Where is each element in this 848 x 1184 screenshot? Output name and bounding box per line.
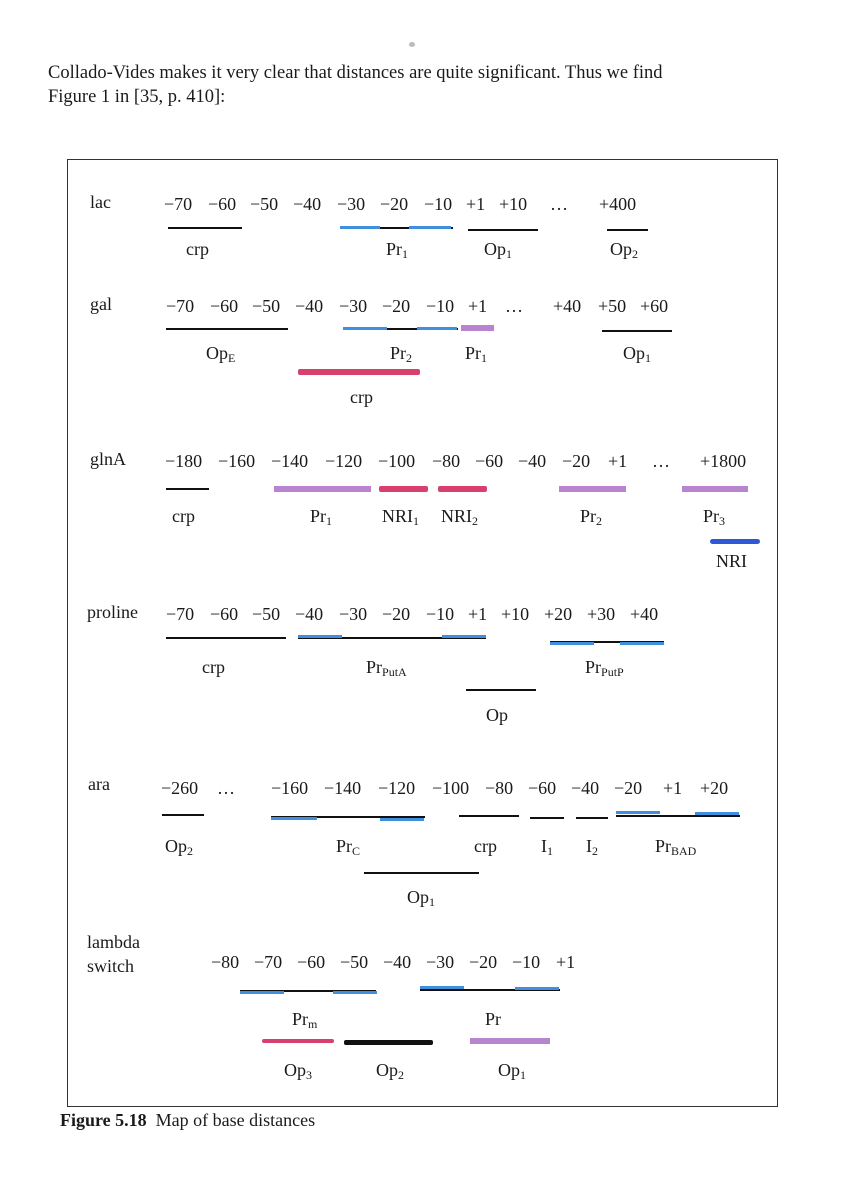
tick: −140 [324,778,362,798]
tick: −70 [166,604,195,624]
ara-label-crp: crp [474,836,497,856]
tick: −20 [380,194,409,214]
gal-pr2-box-35 [343,327,387,330]
tick: −10 [424,194,453,214]
tick: −80 [211,952,240,972]
tick: −60 [210,296,239,316]
tick: −50 [250,194,279,214]
lambda-label-pr: Pr [485,1009,502,1029]
tick: +1 [663,778,683,798]
glna-nri1-bar [379,486,428,492]
ellipsis: … [652,451,670,471]
proline-op-bar [466,689,536,691]
tick: −160 [218,451,256,471]
tick: −40 [295,604,324,624]
glna-label-nri1: $NRI_1$ [382,506,419,528]
lambda-prm-box-35 [240,991,284,994]
lambda-label-prm: $Pr_m$ [292,1009,318,1031]
lambda-label-op2: $Op_2$ [376,1060,404,1082]
lambda-pr-box-35 [420,986,464,989]
proline-prputp-box-10 [620,642,664,645]
ara-i1-bar [530,817,564,819]
ara-op1-bar [364,872,479,874]
tick: −40 [295,296,324,316]
figure-number: Figure 5.18 [60,1110,147,1130]
proline-label-crp: crp [202,657,225,677]
proline-prputp-box-35 [550,642,594,645]
tick: +1 [608,451,628,471]
gal-label-op1: $Op_1$ [623,343,651,365]
tick: −30 [339,296,368,316]
tick: −50 [252,604,281,624]
tick: −20 [382,296,411,316]
intro-line-2: Figure 1 in [35, p. 410]: [48,87,226,107]
tick: −20 [562,451,591,471]
row-label-gal: gal [90,294,112,314]
proline-label-op: Op [486,705,508,725]
tick: −50 [252,296,281,316]
tick: −80 [432,451,461,471]
ellipsis: … [505,296,523,316]
lac-op1-bar [468,229,538,231]
gal-crp-bar [298,369,420,375]
tick: +400 [599,194,637,214]
lac-op2-bar [607,229,648,231]
tick: −70 [254,952,283,972]
gal-label-pr2: $Pr_2$ [390,343,413,365]
ara-prbad-bar [616,815,740,817]
glna-nri2-bar [438,486,487,492]
lac-pr1-box-35 [340,226,380,229]
tick: −20 [382,604,411,624]
tick: +60 [640,296,669,316]
tick: +20 [700,778,729,798]
ara-prc-box-10 [380,818,424,821]
lambda-label-op1: $Op_1$ [498,1060,526,1082]
tick: −50 [340,952,369,972]
tick: −40 [383,952,412,972]
ara-prc-box-35 [271,817,317,820]
intro-line-1: Collado-Vides makes it very clear that distances are quite significant. Thus we find [48,63,663,83]
glna-label-pr2: $Pr_2$ [580,506,603,528]
tick: +40 [553,296,582,316]
ara-crp-bar [459,815,519,817]
tick: −60 [297,952,326,972]
tick: +1 [468,296,488,316]
tick: −70 [166,296,195,316]
gal-pr1-bar [461,325,494,331]
tick: −40 [571,778,600,798]
glna-label-pr1: $Pr_1$ [310,506,333,528]
ara-label-prc: $Pr_C$ [336,836,361,858]
tick: −100 [432,778,470,798]
tick: −180 [165,451,203,471]
proline-prputa-box-35 [298,635,342,638]
tick: +1 [556,952,576,972]
tick: +20 [544,604,573,624]
gal-op1-bar [602,330,672,332]
tick: −100 [378,451,416,471]
lac-label-op2: $Op_2$ [610,239,638,261]
tick: +1800 [700,451,747,471]
ara-label-i1: $I_1$ [541,836,553,858]
tick: −10 [512,952,541,972]
lac-crp-bar [168,227,242,229]
tick: −40 [293,194,322,214]
tick: +1 [468,604,488,624]
tick: −160 [271,778,309,798]
tick: −80 [485,778,514,798]
glna-label-nri: NRI [716,551,747,571]
tick: +1 [466,194,486,214]
ara-i2-bar [576,817,608,819]
row-label-lac: lac [90,192,111,212]
row-label-lambda: lambda [87,932,140,952]
ara-prbad-box-35 [616,811,660,814]
glna-pr3-bar [682,486,748,492]
lambda-label-op3: $Op_3$ [284,1060,312,1082]
row-label-switch: switch [87,956,134,976]
glna-label-crp: crp [172,506,195,526]
tick: −20 [469,952,498,972]
tick: −120 [325,451,363,471]
speck-mark [409,42,415,47]
proline-label-prputp: $Pr_{PutP}$ [585,657,624,679]
glna-nri-bar [710,539,760,544]
glna-pr2-bar [559,486,626,492]
tick: −40 [518,451,547,471]
gal-pr2-box-10 [417,327,457,330]
glna-pr1-bar [274,486,371,492]
gal-ope-bar [166,328,288,330]
lac-label-op1: $Op_1$ [484,239,512,261]
tick: −70 [164,194,193,214]
row-label-ara: ara [88,774,110,794]
lambda-prm-box-10 [333,991,377,994]
lambda-op1-bar [470,1038,550,1044]
ara-label-prbad: $Pr_{BAD}$ [655,836,697,858]
ara-label-op1: $Op_1$ [407,887,435,909]
gal-label-pr1: $Pr_1$ [465,343,488,365]
tick: −60 [528,778,557,798]
lambda-pr-box-10 [515,987,559,990]
proline-crp-bar [166,637,286,639]
gal-label-crp: crp [350,387,373,407]
tick: +50 [598,296,627,316]
ellipsis: … [550,194,568,214]
tick: −10 [426,296,455,316]
tick: −10 [426,604,455,624]
ara-label-i2: $I_2$ [586,836,598,858]
tick: +40 [630,604,659,624]
tick: −140 [271,451,309,471]
lac-pr1-box-10 [409,226,451,229]
row-label-glna: glnA [90,449,126,469]
lac-label-crp: crp [186,239,209,259]
lac-label-pr1: $Pr_1$ [386,239,409,261]
tick: −60 [208,194,237,214]
tick: −120 [378,778,416,798]
gal-label-ope: $Op_E$ [206,343,236,365]
glna-label-nri2: $NRI_2$ [441,506,478,528]
lambda-op2-bar [344,1040,433,1045]
tick: +10 [499,194,528,214]
glna-label-pr3: $Pr_3$ [703,506,726,528]
ellipsis: … [217,778,235,798]
tick: −30 [337,194,366,214]
tick: −260 [161,778,199,798]
tick: −60 [210,604,239,624]
figure-caption [60,1111,315,1129]
proline-prputa-box-10 [442,635,486,638]
tick: −20 [614,778,643,798]
caption-text: Map of base distances [155,1110,316,1130]
tick: −30 [339,604,368,624]
row-label-proline: proline [87,602,138,622]
tick: −60 [475,451,504,471]
glna-crp-bar [166,488,209,490]
proline-label-prputa: $Pr_{PutA}$ [366,657,407,679]
tick: −30 [426,952,455,972]
ara-op2-bar [162,814,204,816]
tick: +10 [501,604,530,624]
ara-prbad-box-10 [695,812,739,815]
ara-label-op2: $Op_2$ [165,836,193,858]
tick: +30 [587,604,616,624]
lambda-op3-bar [262,1039,334,1043]
